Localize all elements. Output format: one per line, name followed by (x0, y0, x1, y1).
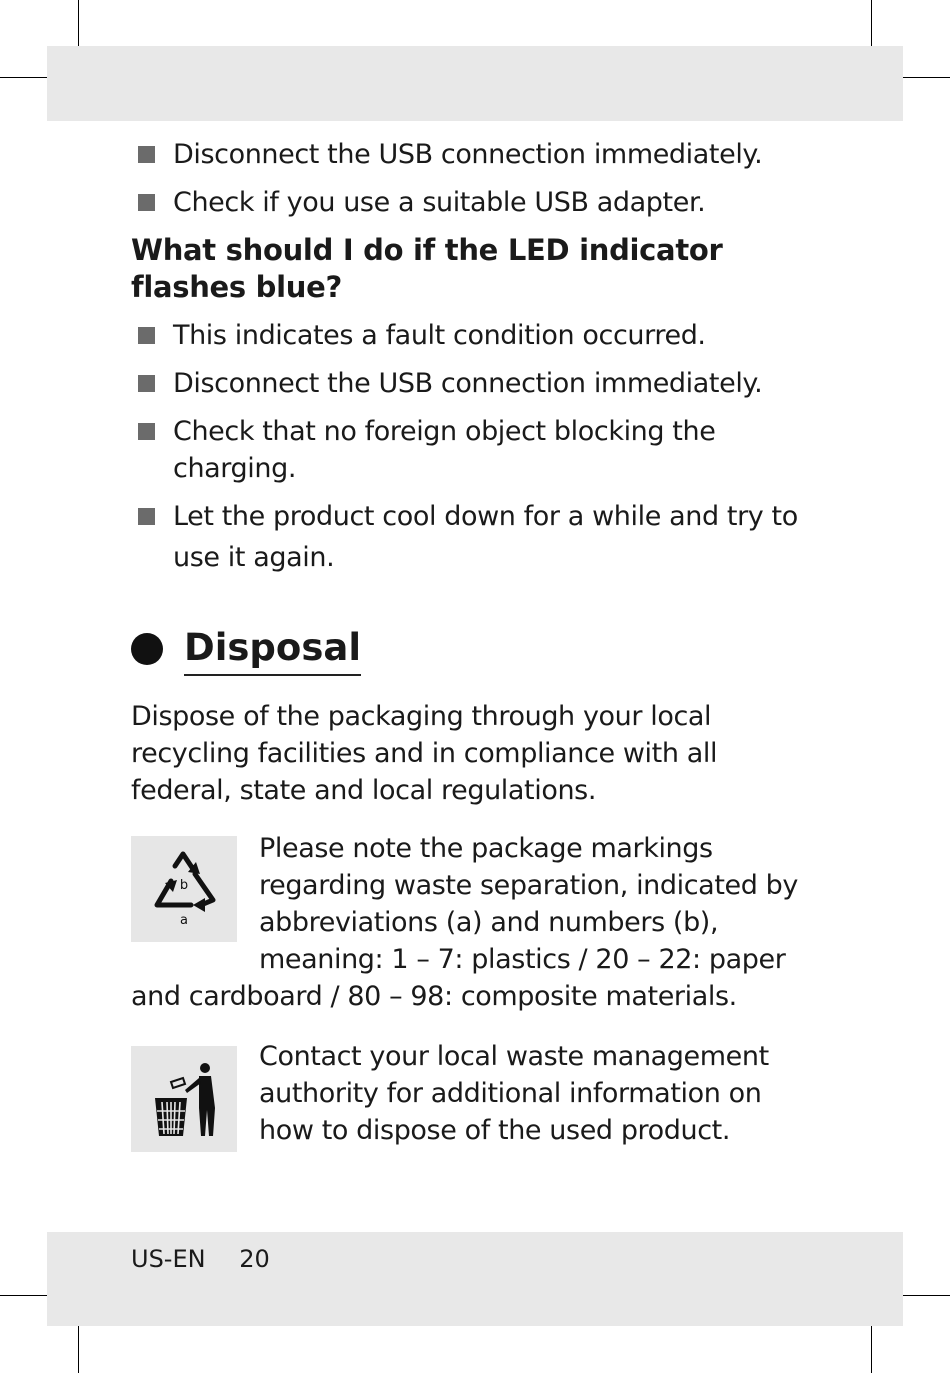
list-item-text: Disconnect the USB connection immediately. (173, 139, 763, 170)
list-item-text: use it again. (173, 542, 335, 573)
faq-question-heading (131, 232, 723, 306)
paragraph-line: authority for additional information on (259, 1078, 762, 1109)
square-bullet-icon (138, 375, 155, 392)
square-bullet-icon (138, 423, 155, 440)
waste-paragraph (131, 1038, 769, 1149)
square-bullet-icon (138, 508, 155, 525)
paragraph-line: and cardboard / 80 – 98: composite materials. (131, 981, 737, 1012)
paragraph-line: how to dispose of the used product. (259, 1115, 731, 1146)
list-item-text: Check that no foreign object blocking the (173, 416, 716, 447)
recycling-paragraph (131, 830, 798, 1015)
faq-question-line: What should I do if the LED indicator (131, 233, 723, 267)
paragraph-line: federal, state and local regulations. (131, 775, 597, 806)
list-item-text: This indicates a fault condition occurred. (173, 320, 706, 351)
square-bullet-icon (138, 194, 155, 211)
header-band (47, 46, 903, 121)
recycling-label-a: a (180, 913, 188, 928)
paragraph-line: abbreviations (a) and numbers (b), (259, 907, 719, 938)
square-bullet-icon (138, 327, 155, 344)
paragraph-line: Contact your local waste management (259, 1041, 769, 1072)
page-number: 20 (239, 1245, 270, 1273)
paragraph-line: meaning: 1 – 7: plastics / 20 – 22: paper (259, 944, 786, 975)
intro-paragraph (131, 698, 717, 809)
locale-label: US-EN (131, 1245, 206, 1273)
section-title: Disposal (184, 624, 361, 676)
paragraph-line: recycling facilities and in compliance with all (131, 738, 718, 769)
list-item-text: Check if you use a suitable USB adapter. (173, 187, 706, 218)
list-item-text: Let the product cool down for a while and try to (173, 501, 798, 532)
paragraph-line: Please note the package markings (259, 833, 713, 864)
list-item-text: Disconnect the USB connection immediately. (173, 368, 763, 399)
square-bullet-icon (138, 146, 155, 163)
list-item-text: charging. (173, 453, 297, 484)
section-bullet-icon (131, 633, 163, 665)
paragraph-line: regarding waste separation, indicated by (259, 870, 798, 901)
recycling-label-b: b (179, 878, 189, 893)
faq-question-line: flashes blue? (131, 270, 342, 304)
paragraph-line: Dispose of the packaging through your local (131, 701, 712, 732)
page-footer (131, 1243, 270, 1275)
